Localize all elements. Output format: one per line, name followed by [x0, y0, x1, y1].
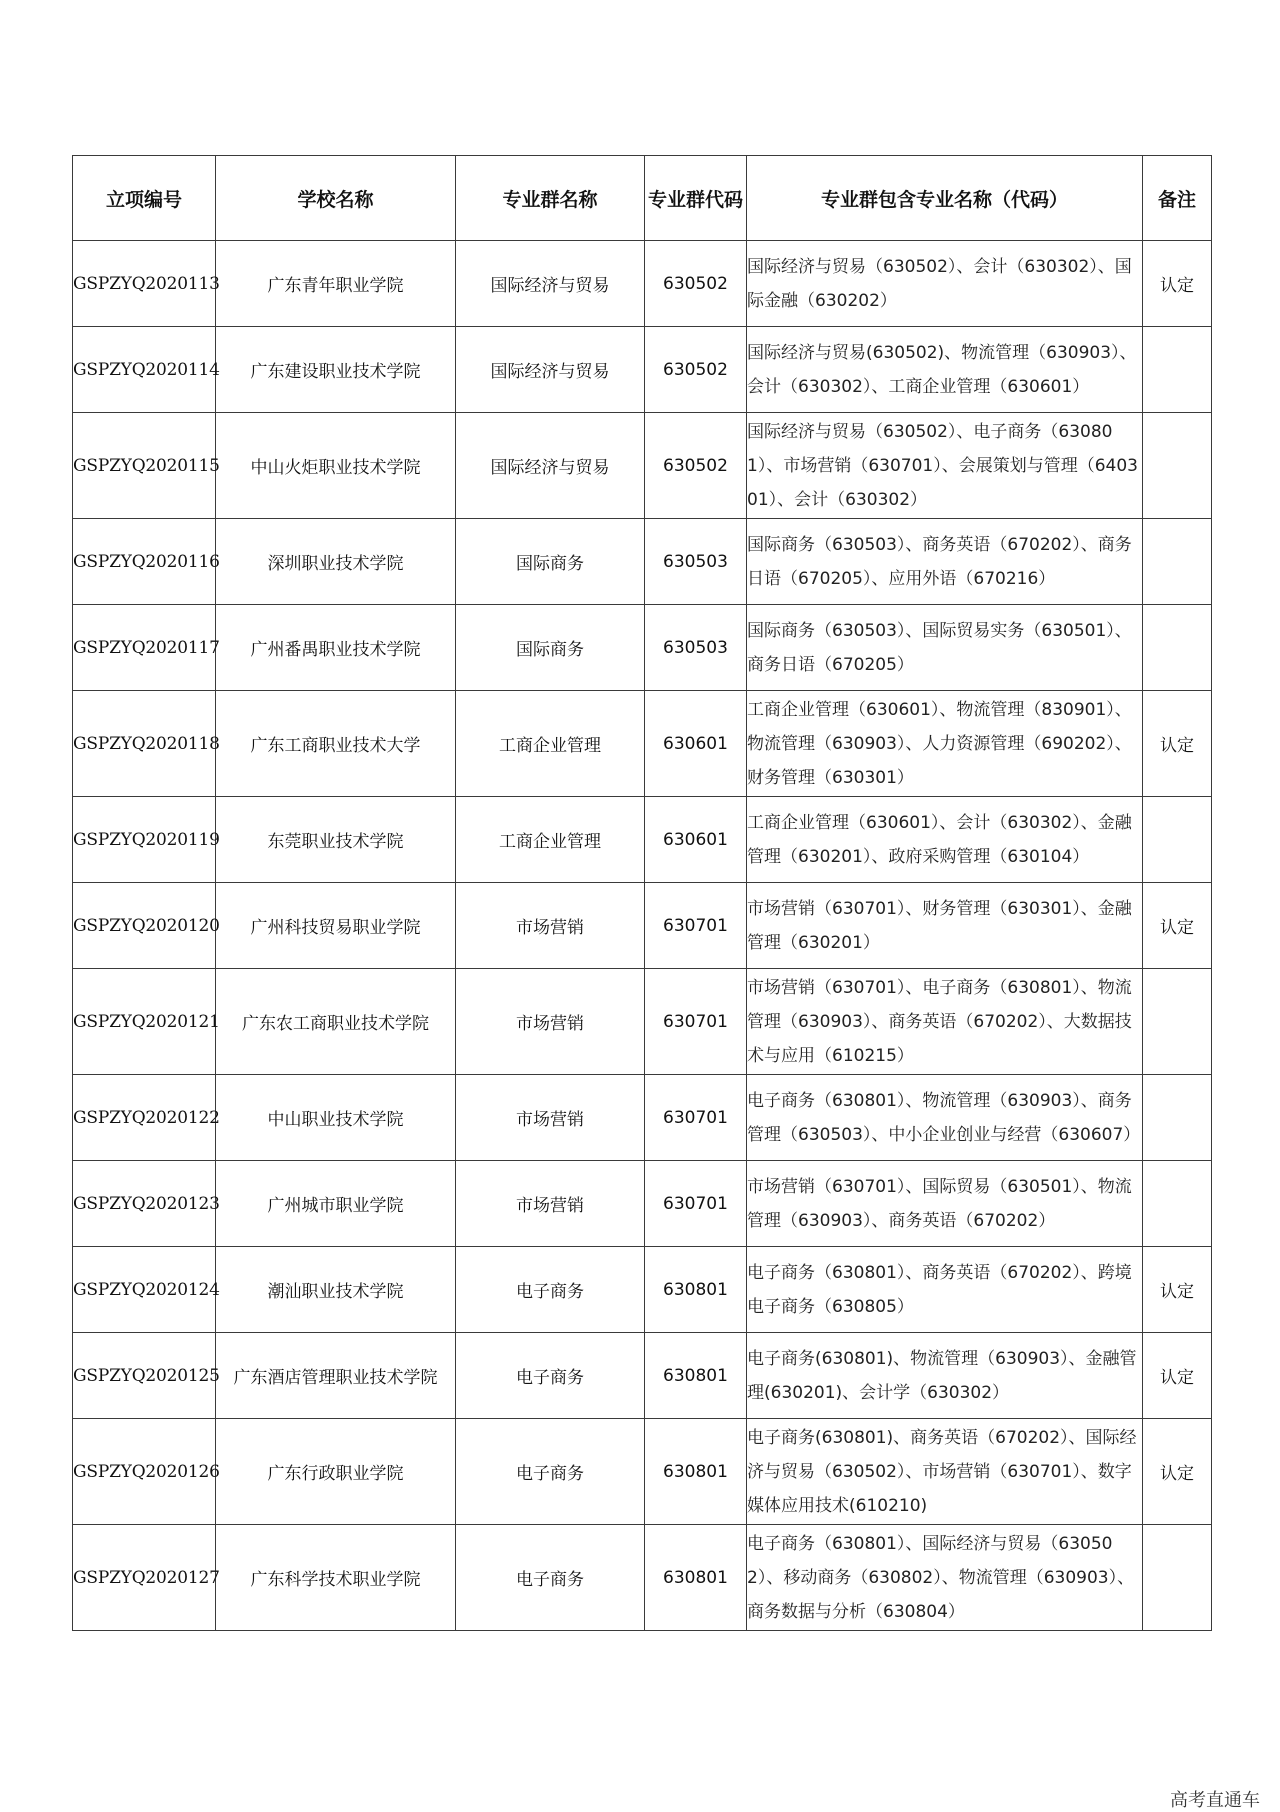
school-name-cell: 广东酒店管理职业技术学院	[216, 1333, 456, 1419]
group-name-cell: 市场营销	[456, 1161, 645, 1247]
group-name-cell: 国际商务	[456, 605, 645, 691]
note-cell: 认定	[1143, 1247, 1212, 1333]
group-name-cell: 电子商务	[456, 1419, 645, 1525]
group-code-cell: 630502	[645, 413, 747, 519]
school-name-cell: 广州科技贸易职业学院	[216, 883, 456, 969]
table-row	[73, 605, 1212, 691]
table-row	[73, 519, 1212, 605]
table-row	[73, 883, 1212, 969]
majors-list-cell: 工商企业管理（630601）、会计（630302）、金融管理（630201）、政府采购管理（630104）	[747, 797, 1143, 883]
group-name-cell: 工商企业管理	[456, 797, 645, 883]
school-name-cell: 中山职业技术学院	[216, 1075, 456, 1161]
group-code-cell: 630701	[645, 969, 747, 1075]
group-name-cell: 国际经济与贸易	[456, 327, 645, 413]
majors-list-cell: 市场营销（630701）、国际贸易（630501）、物流管理（630903）、商务英语（670202）	[747, 1161, 1143, 1247]
majors-list-cell: 国际商务（630503）、商务英语（670202）、商务日语（670205）、应用外语（670216）	[747, 519, 1143, 605]
group-code-cell: 630502	[645, 327, 747, 413]
note-cell: 认定	[1143, 1419, 1212, 1525]
school-name-cell: 广东科学技术职业学院	[216, 1525, 456, 1631]
school-name-cell: 广东青年职业学院	[216, 241, 456, 327]
note-cell: 认定	[1143, 241, 1212, 327]
majors-list-cell: 国际经济与贸易（630502）、会计（630302）、国际金融（630202）	[747, 241, 1143, 327]
school-name-cell: 东莞职业技术学院	[216, 797, 456, 883]
note-cell	[1143, 327, 1212, 413]
majors-list-cell: 市场营销（630701）、财务管理（630301）、金融管理（630201）	[747, 883, 1143, 969]
project-id-cell: GSPZYQ2020125	[73, 1333, 216, 1419]
watermark-text: 高考直通车	[1170, 1790, 1260, 1811]
group-code-cell: 630701	[645, 1075, 747, 1161]
majors-list-cell: 电子商务(630801)、商务英语（670202）、国际经济与贸易（630502）、市场营销（630701）、数字媒体应用技术(610210)	[747, 1419, 1143, 1525]
school-name-cell: 广东工商职业技术大学	[216, 691, 456, 797]
group-code-cell: 630801	[645, 1333, 747, 1419]
table-row	[73, 1525, 1212, 1631]
group-name-cell: 电子商务	[456, 1525, 645, 1631]
school-name-cell: 中山火炬职业技术学院	[216, 413, 456, 519]
school-name-cell: 广东行政职业学院	[216, 1419, 456, 1525]
table-row	[73, 691, 1212, 797]
majors-list-cell: 国际商务（630503）、国际贸易实务（630501）、商务日语（670205）	[747, 605, 1143, 691]
note-cell	[1143, 797, 1212, 883]
note-cell: 认定	[1143, 691, 1212, 797]
table-header-row	[73, 156, 1212, 241]
group-code-cell: 630701	[645, 1161, 747, 1247]
group-name-cell: 市场营销	[456, 969, 645, 1075]
group-code-cell: 630801	[645, 1419, 747, 1525]
majors-list-cell: 电子商务（630801）、国际经济与贸易（630502）、移动商务（630802）、物流管理（630903）、商务数据与分析（630804）	[747, 1525, 1143, 1631]
header-note: 备注	[1143, 156, 1212, 241]
project-id-cell: GSPZYQ2020117	[73, 605, 216, 691]
group-code-cell: 630503	[645, 605, 747, 691]
project-id-cell: GSPZYQ2020123	[73, 1161, 216, 1247]
table-row	[73, 1161, 1212, 1247]
group-code-cell: 630502	[645, 241, 747, 327]
project-id-cell: GSPZYQ2020113	[73, 241, 216, 327]
group-code-cell: 630601	[645, 691, 747, 797]
table-row	[73, 327, 1212, 413]
project-id-cell: GSPZYQ2020114	[73, 327, 216, 413]
table-row	[73, 1247, 1212, 1333]
group-name-cell: 电子商务	[456, 1333, 645, 1419]
majors-list-cell: 市场营销（630701）、电子商务（630801）、物流管理（630903）、商务英语（670202）、大数据技术与应用（610215）	[747, 969, 1143, 1075]
project-id-cell: GSPZYQ2020120	[73, 883, 216, 969]
school-name-cell: 深圳职业技术学院	[216, 519, 456, 605]
majors-list-cell: 工商企业管理（630601）、物流管理（830901）、物流管理（630903）、人力资源管理（690202）、财务管理（630301）	[747, 691, 1143, 797]
note-cell: 认定	[1143, 883, 1212, 969]
header-group: 专业群名称	[456, 156, 645, 241]
majors-group-table	[72, 155, 1212, 1631]
group-name-cell: 国际经济与贸易	[456, 241, 645, 327]
project-id-cell: GSPZYQ2020122	[73, 1075, 216, 1161]
header-code: 专业群代码	[645, 156, 747, 241]
table-row	[73, 969, 1212, 1075]
table-row	[73, 241, 1212, 327]
group-name-cell: 工商企业管理	[456, 691, 645, 797]
project-id-cell: GSPZYQ2020119	[73, 797, 216, 883]
table-row	[73, 797, 1212, 883]
note-cell	[1143, 605, 1212, 691]
group-name-cell: 国际商务	[456, 519, 645, 605]
group-code-cell: 630701	[645, 883, 747, 969]
majors-list-cell: 电子商务（630801）、商务英语（670202）、跨境电子商务（630805）	[747, 1247, 1143, 1333]
project-id-cell: GSPZYQ2020116	[73, 519, 216, 605]
school-name-cell: 广东农工商职业技术学院	[216, 969, 456, 1075]
note-cell	[1143, 969, 1212, 1075]
majors-list-cell: 国际经济与贸易（630502）、电子商务（630801）、市场营销（630701）、会展策划与管理（640301）、会计（630302）	[747, 413, 1143, 519]
school-name-cell: 广州番禺职业技术学院	[216, 605, 456, 691]
note-cell	[1143, 1161, 1212, 1247]
majors-list-cell: 国际经济与贸易(630502)、物流管理（630903）、会计（630302）、工商企业管理（630601）	[747, 327, 1143, 413]
group-name-cell: 市场营销	[456, 883, 645, 969]
header-id: 立项编号	[73, 156, 216, 241]
group-code-cell: 630801	[645, 1247, 747, 1333]
table-row	[73, 1333, 1212, 1419]
school-name-cell: 广东建设职业技术学院	[216, 327, 456, 413]
table-row	[73, 1075, 1212, 1161]
project-id-cell: GSPZYQ2020115	[73, 413, 216, 519]
group-name-cell: 电子商务	[456, 1247, 645, 1333]
majors-list-cell: 电子商务(630801)、物流管理（630903）、金融管理(630201)、会计学（630302）	[747, 1333, 1143, 1419]
group-code-cell: 630503	[645, 519, 747, 605]
group-name-cell: 市场营销	[456, 1075, 645, 1161]
note-cell	[1143, 519, 1212, 605]
group-code-cell: 630601	[645, 797, 747, 883]
group-code-cell: 630801	[645, 1525, 747, 1631]
table-row	[73, 413, 1212, 519]
project-id-cell: GSPZYQ2020118	[73, 691, 216, 797]
table-row	[73, 1419, 1212, 1525]
header-majors: 专业群包含专业名称（代码）	[747, 156, 1143, 241]
note-cell	[1143, 1075, 1212, 1161]
school-name-cell: 广州城市职业学院	[216, 1161, 456, 1247]
school-name-cell: 潮汕职业技术学院	[216, 1247, 456, 1333]
project-id-cell: GSPZYQ2020121	[73, 969, 216, 1075]
majors-list-cell: 电子商务（630801）、物流管理（630903）、商务管理（630503）、中小企业创业与经营（630607）	[747, 1075, 1143, 1161]
header-school: 学校名称	[216, 156, 456, 241]
project-id-cell: GSPZYQ2020124	[73, 1247, 216, 1333]
note-cell: 认定	[1143, 1333, 1212, 1419]
project-id-cell: GSPZYQ2020127	[73, 1525, 216, 1631]
note-cell	[1143, 413, 1212, 519]
group-name-cell: 国际经济与贸易	[456, 413, 645, 519]
project-id-cell: GSPZYQ2020126	[73, 1419, 216, 1525]
note-cell	[1143, 1525, 1212, 1631]
